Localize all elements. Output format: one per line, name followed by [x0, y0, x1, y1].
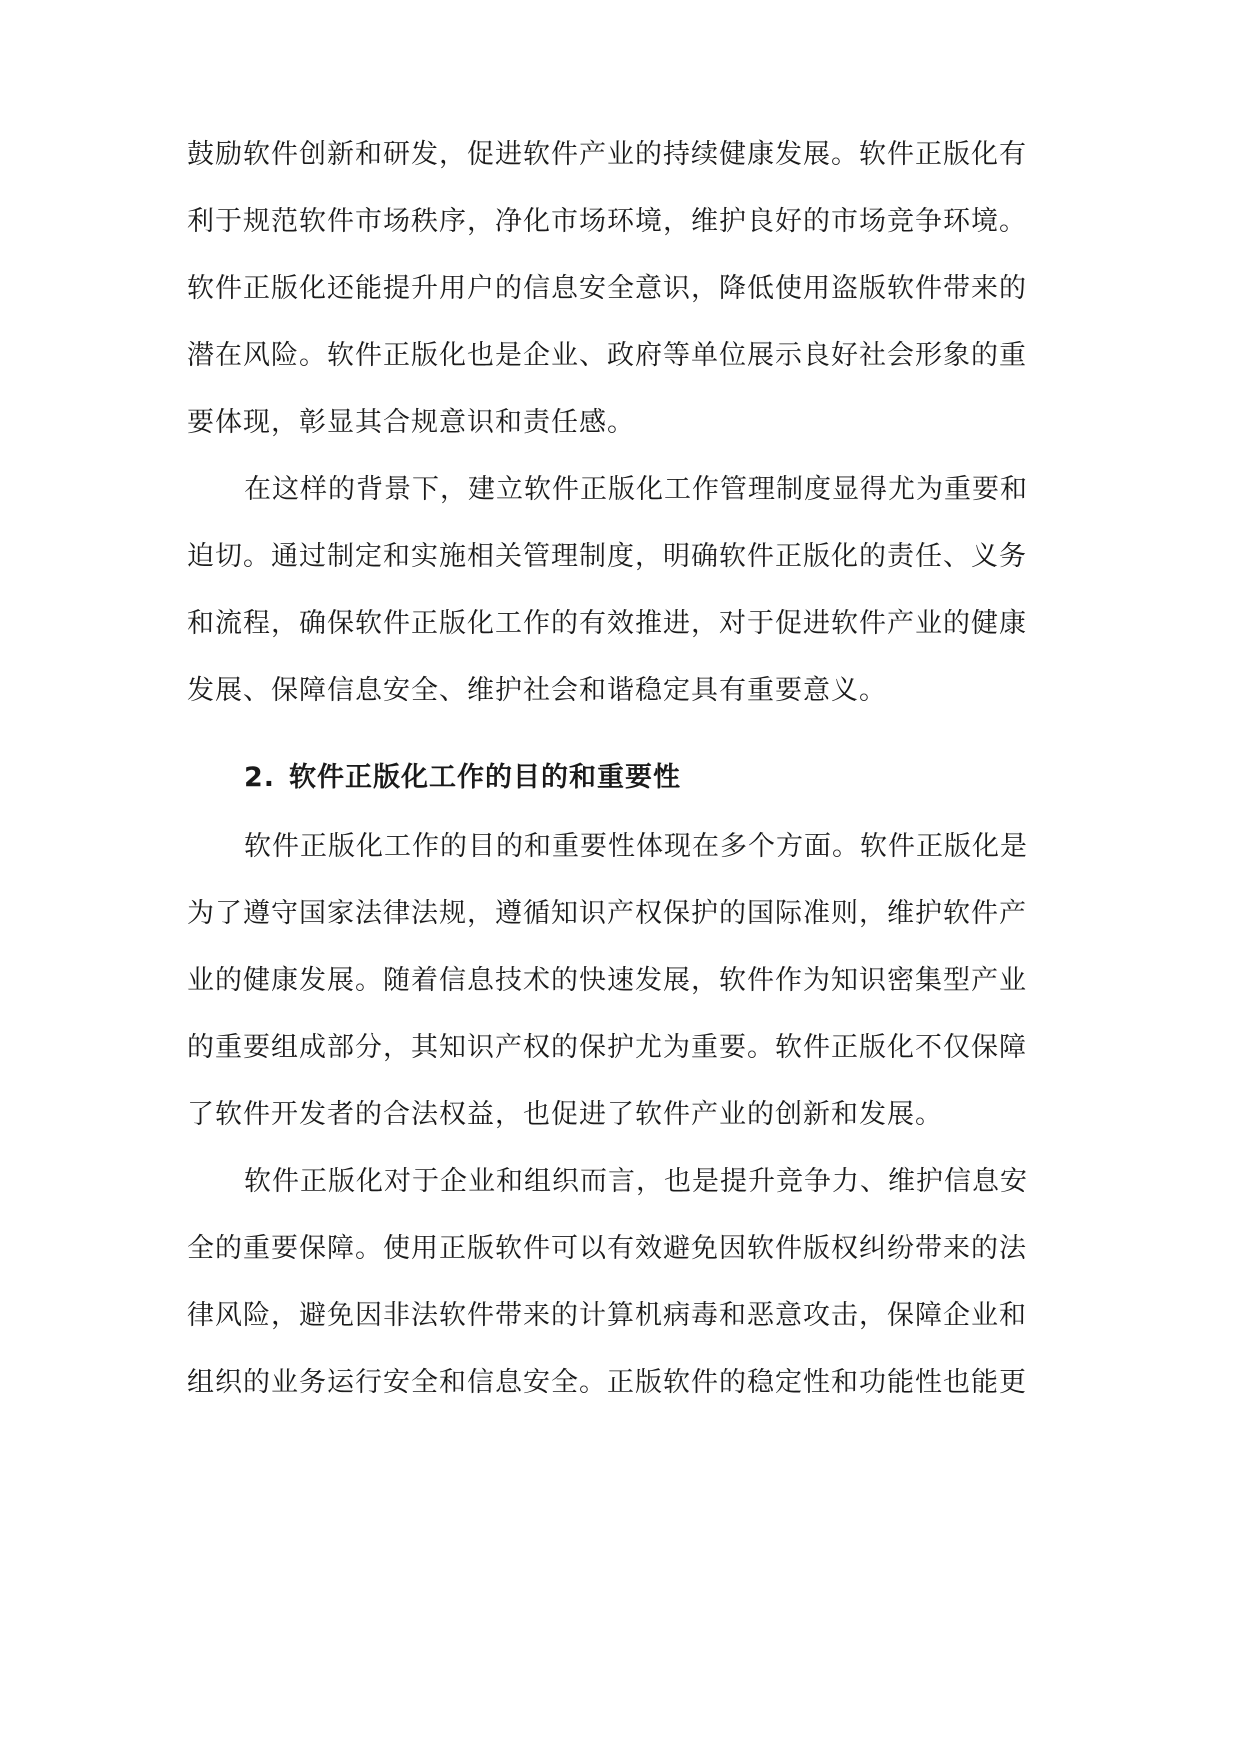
paragraph-line: 利于规范软件市场秩序，净化市场环境，维护良好的市场竞争环境。 [187, 206, 1027, 237]
paragraph-line: 软件正版化还能提升用户的信息安全意识，降低使用盗版软件带来的 [187, 273, 1027, 304]
paragraph-line: 发展、保障信息安全、维护社会和谐稳定具有重要意义。 [187, 675, 887, 706]
paragraph-line: 要体现，彰显其合规意识和责任感。 [187, 407, 635, 438]
paragraph-line: 在这样的背景下，建立软件正版化工作管理制度显得尤为重要和 [244, 474, 1028, 505]
paragraph-line: 全的重要保障。使用正版软件可以有效避免因软件版权纠纷带来的法 [187, 1233, 1027, 1264]
section-title: 软件正版化工作的目的和重要性 [289, 762, 682, 793]
paragraph-line: 律风险，避免因非法软件带来的计算机病毒和恶意攻击，保障企业和 [187, 1300, 1027, 1331]
paragraph-line: 组织的业务运行安全和信息安全。正版软件的稳定性和功能性也能更 [187, 1367, 1027, 1398]
paragraph-line: 软件正版化对于企业和组织而言，也是提升竞争力、维护信息安 [244, 1166, 1028, 1197]
paragraph-line: 软件正版化工作的目的和重要性体现在多个方面。软件正版化是 [244, 831, 1028, 862]
paragraph-line: 了软件开发者的合法权益，也促进了软件产业的创新和发展。 [187, 1099, 943, 1130]
paragraph-line: 潜在风险。软件正版化也是企业、政府等单位展示良好社会形象的重 [187, 340, 1027, 371]
paragraph-line: 业的健康发展。随着信息技术的快速发展，软件作为知识密集型产业 [187, 965, 1027, 996]
paragraph-line: 鼓励软件创新和研发，促进软件产业的持续健康发展。软件正版化有 [187, 139, 1027, 170]
paragraph-line: 的重要组成部分，其知识产权的保护尤为重要。软件正版化不仅保障 [187, 1032, 1027, 1063]
paragraph-line: 迫切。通过制定和实施相关管理制度，明确软件正版化的责任、义务 [187, 541, 1027, 572]
section-number: 2. [244, 762, 276, 793]
paragraph-line: 和流程，确保软件正版化工作的有效推进，对于促进软件产业的健康 [187, 608, 1027, 639]
paragraph-line: 为了遵守国家法律法规，遵循知识产权保护的国际准则，维护软件产 [187, 898, 1027, 929]
section-heading [244, 758, 1044, 798]
